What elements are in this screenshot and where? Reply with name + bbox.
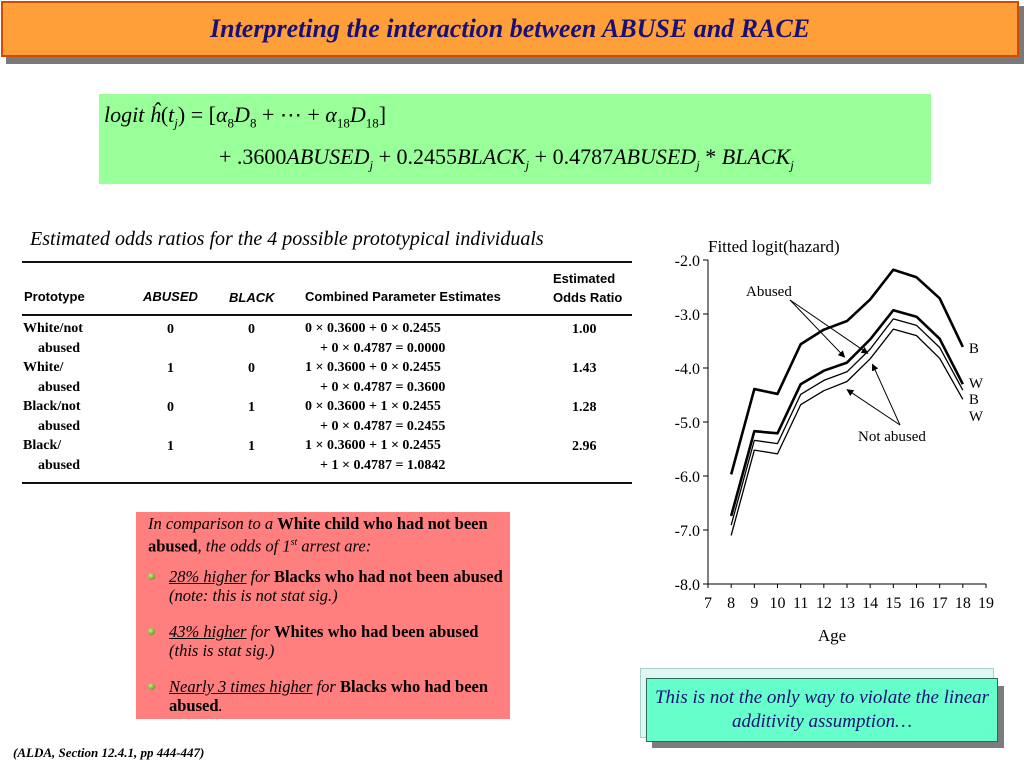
x-tick-label: 16 [908, 595, 925, 612]
header-combined: Combined Parameter Estimates [305, 289, 501, 304]
y-tick-label: -4.0 [674, 361, 700, 378]
row-3-prototype-a: Black/not [23, 399, 81, 414]
series-line-3 [731, 319, 963, 525]
row-4-combined-a: 1 × 0.3600 + 1 × 0.2455 [305, 438, 441, 453]
annotation-abused: Abused [746, 284, 792, 300]
row-3-odds: 1.28 [572, 400, 597, 415]
eq-coef-abused: + .3600 [219, 144, 287, 169]
row-4-prototype-a: Black/ [23, 438, 62, 453]
row-1-odds: 1.00 [572, 322, 597, 337]
bullet-2-for: for [246, 622, 274, 641]
y-tick-label: -2.0 [674, 253, 700, 270]
eq-h-hat: ĥ [149, 102, 161, 127]
eq-paren-open: ( [160, 102, 169, 127]
eq-t-sub: j [174, 115, 178, 131]
eq-alpha18-sub: 18 [336, 115, 350, 131]
y-tick-label: -5.0 [674, 415, 700, 432]
eq-alpha8: α [215, 102, 228, 127]
eq-alpha8-sub: 8 [227, 115, 235, 131]
intro-bold: White child who had not been abused [148, 514, 488, 556]
eq-logit: logit [104, 102, 145, 127]
row-4-black: 1 [248, 439, 255, 454]
eq-d8-sub: 8 [249, 115, 257, 131]
table-caption: Estimated odds ratios for the 4 possible prototypical individuals [30, 228, 544, 250]
eq-ellipsis: + ⋯ + [256, 102, 326, 127]
row-1-prototype-b: abused [38, 341, 81, 356]
odds-ratio-table [22, 258, 634, 486]
eq-d8: D [234, 102, 250, 127]
row-1-combined-b: + 0 × 0.4787 = 0.0000 [320, 341, 446, 356]
row-4-combined-b: + 1 × 0.4787 = 1.0842 [320, 458, 446, 473]
header-odds-ratio: Odds Ratio [553, 290, 623, 305]
x-tick-label: 9 [750, 595, 759, 612]
row-4-abused: 1 [167, 439, 174, 454]
y-tick-label: -6.0 [674, 469, 700, 486]
header-abused: ABUSED [143, 289, 198, 304]
bullet-icon [148, 573, 155, 580]
x-tick-label: 10 [769, 595, 786, 612]
bullet-3-bold: Blacks who had been abused [169, 677, 489, 715]
bullet-1-emphasis: 28% higher [169, 567, 247, 586]
eq-sub-black: j [525, 157, 530, 173]
row-2-abused: 1 [167, 361, 174, 376]
row-1-prototype-a: White/not [23, 321, 83, 336]
bullet-3-tail: . [218, 696, 223, 715]
slide-title: Interpreting the interaction between ABUSE and RACE [209, 14, 811, 43]
row-2-black: 0 [248, 361, 255, 376]
row-3-prototype-b: abused [38, 419, 81, 434]
citation: (ALDA, Section 12.4.1, pp 444-447) [13, 745, 205, 760]
eq-d18-sub: 18 [365, 115, 379, 131]
row-1-abused: 0 [167, 322, 174, 337]
series-end-label-1: B [968, 341, 979, 357]
table-rule-header [22, 314, 632, 316]
row-1-black: 0 [248, 322, 255, 337]
bullet-icon [148, 683, 155, 690]
series-end-label-2: W [968, 376, 984, 392]
intro-post-1: , the odds of 1 [197, 536, 291, 556]
x-tick-label: 7 [704, 595, 712, 612]
header-black: BLACK [229, 290, 275, 305]
row-2-prototype-a: White/ [23, 360, 64, 375]
x-tick-label: 17 [931, 595, 948, 612]
hazard-chart [640, 225, 1010, 655]
x-axis-label: Age [817, 626, 847, 645]
intro-sup: st [290, 537, 298, 548]
x-tick-label: 8 [727, 595, 736, 612]
eq-sub-interaction-abused: j [696, 157, 700, 173]
bullet-1-for: for [246, 567, 274, 586]
bullet-3-emphasis: Nearly 3 times higher [169, 677, 313, 696]
x-tick-label: 19 [978, 595, 994, 612]
eq-alpha18: α [325, 102, 337, 127]
intro-pre: In comparison to a [148, 514, 278, 533]
table-rule-top [22, 261, 632, 263]
bullet-1-bold: Blacks who had not been abused [273, 567, 503, 586]
eq-bracket-close: ] [378, 102, 387, 127]
bullet-2-bold: Whites who had been abused [273, 622, 479, 641]
y-tick-label: -8.0 [674, 577, 700, 594]
row-1-combined-a: 0 × 0.3600 + 0 × 0.2455 [305, 321, 441, 336]
eq-var-interaction-black: BLACK [721, 144, 791, 169]
bullet-2-tail: (this is stat sig.) [169, 641, 275, 660]
series-end-label-3: B [968, 392, 979, 408]
row-3-combined-a: 0 × 0.3600 + 1 × 0.2455 [305, 399, 441, 414]
row-2-odds: 1.43 [572, 361, 597, 376]
row-2-combined-a: 1 × 0.3600 + 0 × 0.2455 [305, 360, 441, 375]
eq-coef-black: + 0.2455 [373, 144, 458, 169]
y-tick-label: -3.0 [674, 307, 700, 324]
y-tick-group [675, 253, 708, 594]
x-tick-label: 12 [815, 595, 832, 612]
x-tick-label: 15 [885, 595, 902, 612]
comparison-intro [148, 514, 508, 556]
x-tick-label: 14 [862, 595, 879, 612]
row-4-prototype-b: abused [38, 458, 81, 473]
eq-star: * [699, 144, 722, 169]
annotation-group [746, 284, 926, 445]
intro-post-2: arrest are: [297, 536, 372, 556]
bullet-2-emphasis: 43% higher [169, 622, 247, 641]
eq-sub-interaction-black: j [790, 157, 794, 173]
row-2-combined-b: + 0 × 0.4787 = 0.3600 [320, 380, 446, 395]
header-prototype: Prototype [24, 289, 85, 304]
equation-box [99, 94, 931, 184]
eq-var-abused: ABUSED [286, 144, 370, 169]
header-estimated: Estimated [553, 271, 616, 286]
series-end-label-4: W [968, 409, 984, 425]
x-tick-label: 13 [839, 595, 855, 612]
y-tick-label: -7.0 [674, 523, 700, 540]
row-2-prototype-b: abused [38, 380, 81, 395]
bullet-1-tail: (note: this is not stat sig.) [169, 586, 338, 605]
row-3-combined-b: + 0 × 0.4787 = 0.2455 [320, 419, 446, 434]
note-box [646, 678, 998, 742]
eq-coef-interaction: + 0.4787 [529, 144, 614, 169]
end-label-group [969, 341, 984, 425]
comparison-box [136, 512, 510, 719]
eq-var-interaction-abused: ABUSED [613, 144, 697, 169]
equation-line-2 [219, 144, 794, 173]
title-bar [1, 1, 1019, 57]
series-line-2 [731, 310, 963, 516]
row-4-odds: 2.96 [572, 439, 597, 454]
eq-eq: ) = [ [177, 102, 216, 127]
eq-d18: D [349, 102, 366, 127]
x-tick-label: 18 [954, 595, 971, 612]
eq-t: t [168, 102, 175, 127]
abused-arrow-upper [790, 300, 868, 353]
bullet-icon [148, 628, 155, 635]
row-3-abused: 0 [167, 400, 174, 415]
x-tick-label: 11 [792, 595, 809, 612]
eq-sub-abused: j [369, 157, 374, 173]
annotation-not-abused: Not abused [858, 429, 926, 445]
eq-var-black: BLACK [457, 144, 526, 169]
equation-line-1 [104, 102, 386, 131]
bullet-3-for: for [312, 677, 340, 696]
row-3-black: 1 [248, 400, 255, 415]
table-rule-bottom [22, 482, 632, 484]
note-text: This is not the only way to violate the linear additivity assumption… [654, 687, 990, 732]
chart-title: Fitted logit(hazard) [708, 237, 840, 256]
x-tick-group [704, 584, 994, 612]
series-group [731, 270, 963, 536]
